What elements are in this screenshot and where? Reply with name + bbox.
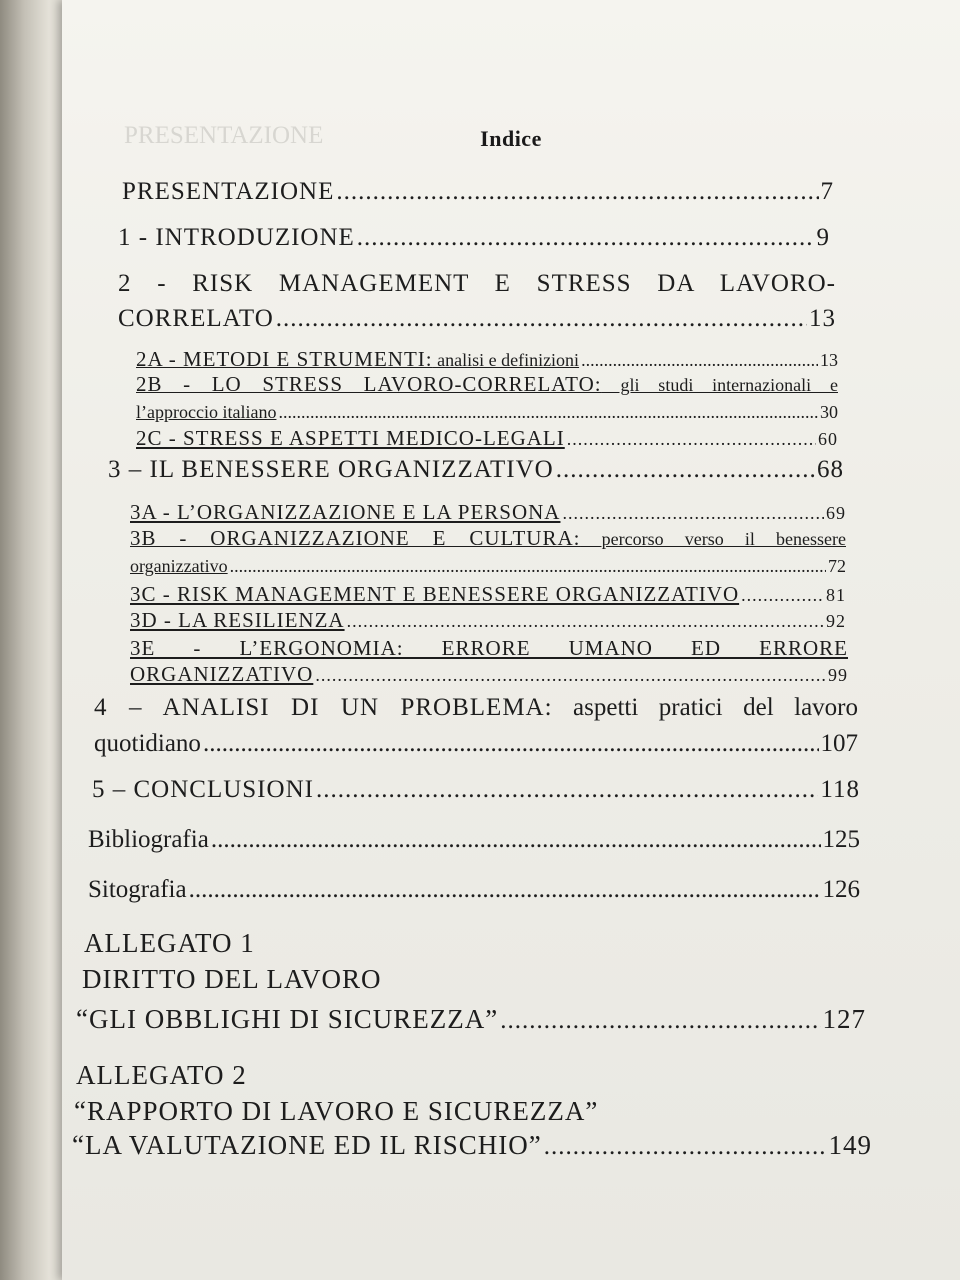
toc-label: 5 – CONCLUSIONI [92,776,314,803]
toc-page-number: 72 [828,556,846,576]
toc-entry-2b-line1 [136,372,838,397]
toc-entry-3d [130,608,846,633]
toc-entry-4 [94,730,858,758]
toc-label: “LA VALUTAZIONE ED IL RISCHIO” [72,1130,542,1160]
toc-label: 2C - STRESS E ASPETTI MEDICO-LEGALI [136,426,565,450]
toc-page-number: 125 [822,826,860,853]
toc-label: quotidiano [94,730,201,757]
toc-entry-allegato1-line1: ALLEGATO 1 [84,928,255,958]
toc-label: ORGANIZZATIVO [130,662,314,686]
toc-page-number: 99 [828,665,848,685]
toc-page-number: 9 [816,224,830,251]
toc-label: “GLI OBBLIGHI DI SICUREZZA” [76,1004,499,1034]
toc-entry-5 [92,776,860,804]
toc-page-number: 7 [820,178,834,205]
toc-leader-dots [544,1133,827,1161]
toc-label-rest: gli studi internazionali e [601,375,838,395]
toc-page-number: 107 [820,730,858,757]
index-title: Indice [480,126,542,151]
toc-label: 3C - RISK MANAGEMENT E BENESSERE ORGANIZZATIVO [130,582,740,606]
toc-label: 3D - LA RESILIENZA [130,608,345,632]
toc-entry-2c [136,426,838,451]
toc-leader-dots [567,429,816,450]
toc-entry-sitografia [88,876,860,904]
toc-entry-allegato1 [76,1004,866,1035]
toc-leader-dots [562,503,824,524]
show-through-text: PRESENTAZIONE [124,122,324,149]
toc-label: 3 – IL BENESSERE ORGANIZZATIVO [108,456,554,483]
toc-label-rest: percorso verso il benessere [580,529,846,549]
toc-label-caps: 4 – ANALISI DI UN PROBLEMA: [94,694,553,721]
toc-leader-dots [278,402,818,423]
toc-leader-dots [347,611,824,632]
toc-page-number: 13 [809,305,836,332]
toc-label: PRESENTAZIONE [122,178,335,205]
toc-label: 3A - L’ORGANIZZAZIONE E LA PERSONA [130,500,561,524]
toc-entry-2b [136,402,838,423]
toc-entry-4-line1 [94,694,858,722]
toc-entry-3b-line1 [130,526,846,551]
toc-page-number: 60 [818,429,838,449]
toc-entry-allegato1-line2: DIRITTO DEL LAVORO [82,964,382,994]
toc-entry-bibliografia [88,826,860,854]
toc-page-number: 149 [828,1130,872,1160]
toc-page-number: 81 [826,585,846,605]
toc-leader-dots [211,826,821,854]
toc-leader-dots [500,1007,820,1035]
toc-label-rest: aspetti pratici del lavoro [552,694,858,721]
toc-entry-3b [130,556,846,577]
toc-leader-dots [336,178,818,206]
toc-page-number: 68 [817,456,844,483]
toc-label: 1 - INTRODUZIONE [118,224,355,251]
toc-page-number: 13 [820,350,838,370]
toc-leader-dots [189,876,821,904]
toc-label: Sitografia [88,876,187,903]
toc-leader-dots [357,224,815,252]
toc-leader-dots [230,556,826,577]
toc-page-number: 126 [822,876,860,903]
toc-page-number: 92 [826,611,846,631]
toc-entry-allegato2-line2: “RAPPORTO DI LAVORO E SICUREZZA” [74,1096,599,1126]
toc-leader-dots [315,665,826,686]
toc-label: CORRELATO [118,305,274,332]
toc-label: organizzativo [130,556,228,576]
toc-entry-presentazione [122,178,834,206]
toc-leader-dots [581,350,818,371]
toc-page-number: 30 [820,402,838,422]
toc-leader-dots [203,730,819,758]
toc-entry-3e-line1: 3E - L’ERGONOMIA: ERRORE UMANO ED ERRORE [130,636,848,660]
toc-entry-3c [130,582,846,607]
toc-leader-dots [316,776,818,804]
toc-label-caps: 3B - ORGANIZZAZIONE E CULTURA: [130,526,581,550]
toc-leader-dots [741,585,824,606]
toc-label-caps: 2A - METODI E STRUMENTI: [136,347,433,371]
toc-label: l’approccio italiano [136,402,277,422]
toc-entry-2a [136,347,838,372]
toc-label-caps: 2B - LO STRESS LAVORO-CORRELATO: [136,372,602,396]
toc-entry-2-line1: 2 - RISK MANAGEMENT E STRESS DA LAVORO- [118,270,836,297]
toc-entry-2 [118,305,836,333]
toc-entry-3a [130,500,846,525]
toc-page-number: 127 [822,1004,866,1034]
toc-entry-3e [130,662,848,687]
toc-entry-allegato2 [72,1130,872,1161]
toc-page-number: 69 [826,503,846,523]
toc-entry-allegato2-line1: ALLEGATO 2 [76,1060,247,1090]
toc-label: Bibliografia [88,826,209,853]
book-binding [0,0,70,1280]
book-page [62,0,960,1280]
toc-leader-dots [556,456,815,484]
toc-page-number: 118 [820,776,860,803]
toc-entry-3 [108,456,844,484]
toc-leader-dots [276,305,807,333]
toc-entry-introduzione [118,224,830,252]
toc-label-rest: analisi e definizioni [432,350,580,370]
